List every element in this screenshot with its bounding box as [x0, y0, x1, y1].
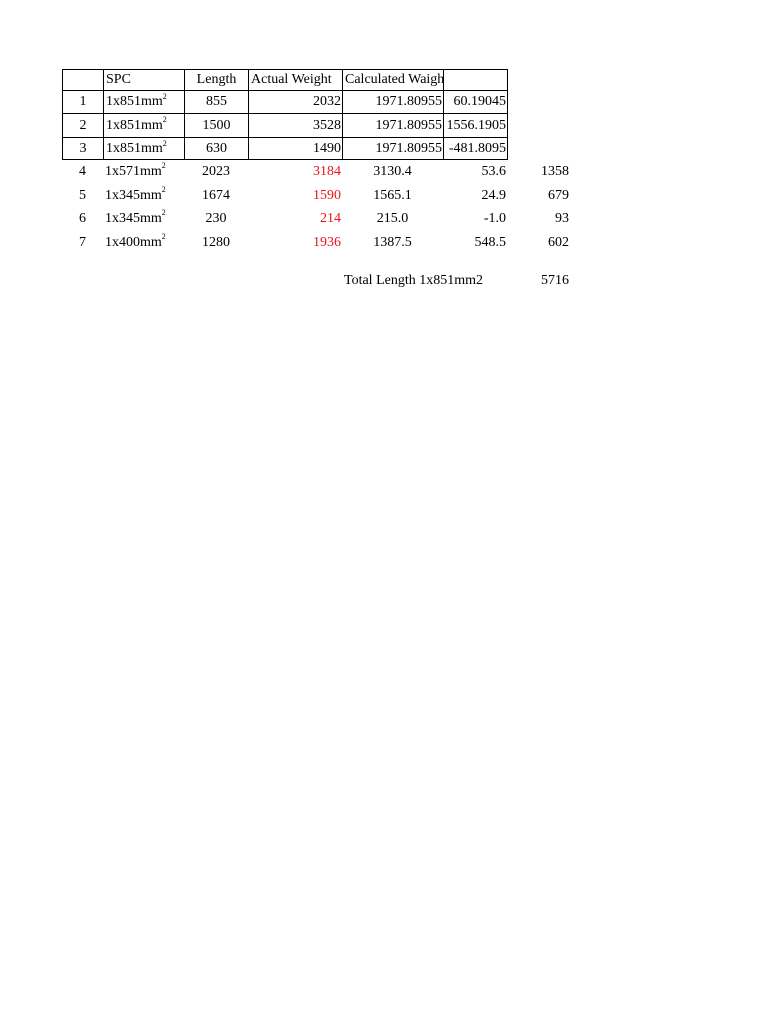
difference-cell[interactable]: 548.5 — [474, 235, 506, 250]
length-cell[interactable]: 630 — [184, 137, 249, 160]
extra-value-cell[interactable]: 679 — [548, 188, 569, 203]
spc-cell[interactable] — [103, 113, 185, 138]
difference-cell[interactable]: 53.6 — [481, 164, 506, 179]
length-cell[interactable]: 1674 — [202, 188, 230, 203]
spc-superscript: 2 — [161, 161, 166, 170]
header-corner-cell[interactable] — [62, 69, 104, 91]
spc-value: 1x400mm — [105, 235, 162, 250]
extra-value-cell[interactable]: 602 — [548, 235, 569, 250]
row-number[interactable]: 6 — [79, 211, 86, 226]
length-cell[interactable]: 1500 — [184, 113, 249, 138]
spc-superscript: 2 — [162, 92, 167, 101]
row-number[interactable]: 7 — [79, 235, 86, 250]
actual-weight-cell[interactable]: 214 — [320, 211, 341, 226]
actual-weight-cell[interactable]: 1490 — [248, 137, 343, 160]
length-cell[interactable]: 230 — [205, 211, 227, 226]
header-spc[interactable]: SPC — [103, 69, 185, 91]
spc-cell[interactable] — [103, 90, 185, 114]
spc-value: 1x851mm — [106, 141, 163, 156]
spc-superscript: 2 — [162, 115, 167, 124]
spc-cell[interactable] — [103, 160, 184, 183]
row-number[interactable]: 1 — [62, 90, 104, 114]
spc-value: 1x851mm — [106, 94, 163, 109]
spc-cell[interactable] — [103, 137, 185, 160]
row-number[interactable]: 5 — [79, 188, 86, 203]
row-number[interactable]: 3 — [62, 137, 104, 160]
calculated-weight-cell[interactable]: 1971.80955 — [342, 137, 444, 160]
spc-superscript: 2 — [161, 185, 166, 194]
actual-weight-cell[interactable]: 1590 — [313, 188, 341, 203]
extra-value-cell[interactable]: 93 — [555, 211, 569, 226]
spc-superscript: 2 — [162, 139, 167, 148]
actual-weight-cell[interactable]: 3528 — [248, 113, 343, 138]
actual-weight-cell[interactable]: 3184 — [313, 164, 341, 179]
spc-value: 1x851mm — [106, 118, 163, 133]
calculated-weight-cell[interactable]: 1565.1 — [373, 188, 412, 203]
difference-cell[interactable]: 1556.1905 — [443, 113, 508, 138]
spc-cell[interactable] — [103, 184, 184, 207]
spc-value: 1x345mm — [105, 188, 162, 203]
header-length[interactable]: Length — [184, 69, 249, 91]
header-difference[interactable] — [443, 69, 508, 91]
difference-cell[interactable]: 60.19045 — [443, 90, 508, 114]
spc-value: 1x345mm — [105, 211, 162, 226]
extra-value-cell[interactable]: 1358 — [541, 164, 569, 179]
length-cell[interactable]: 2023 — [202, 164, 230, 179]
spc-value: 1x571mm — [105, 164, 162, 179]
spc-superscript: 2 — [161, 232, 166, 241]
spc-cell[interactable] — [103, 207, 184, 231]
length-cell[interactable]: 1280 — [202, 235, 230, 250]
header-calculated-weight[interactable]: Calculated Waigh — [342, 69, 444, 91]
spc-superscript: 2 — [161, 208, 166, 217]
difference-cell[interactable]: -481.8095 — [443, 137, 508, 160]
actual-weight-cell[interactable]: 1936 — [313, 235, 341, 250]
total-length-label[interactable]: Total Length 1x851mm2 — [344, 273, 484, 288]
actual-weight-cell[interactable]: 2032 — [248, 90, 343, 114]
calculated-weight-cell[interactable]: 215.0 — [376, 211, 409, 226]
row-number[interactable]: 4 — [79, 164, 86, 179]
calculated-weight-cell[interactable]: 1971.80955 — [342, 113, 444, 138]
calculated-weight-cell[interactable]: 1971.80955 — [342, 90, 444, 114]
difference-cell[interactable]: -1.0 — [483, 211, 506, 226]
length-cell[interactable]: 855 — [184, 90, 249, 114]
row-number[interactable]: 2 — [62, 113, 104, 138]
calculated-weight-cell[interactable]: 1387.5 — [373, 235, 412, 250]
difference-cell[interactable]: 24.9 — [481, 188, 506, 203]
spc-cell[interactable] — [103, 231, 184, 255]
total-length-value[interactable]: 5716 — [541, 273, 569, 288]
header-actual-weight[interactable]: Actual Weight — [248, 69, 343, 91]
calculated-weight-cell[interactable]: 3130.4 — [373, 164, 412, 179]
